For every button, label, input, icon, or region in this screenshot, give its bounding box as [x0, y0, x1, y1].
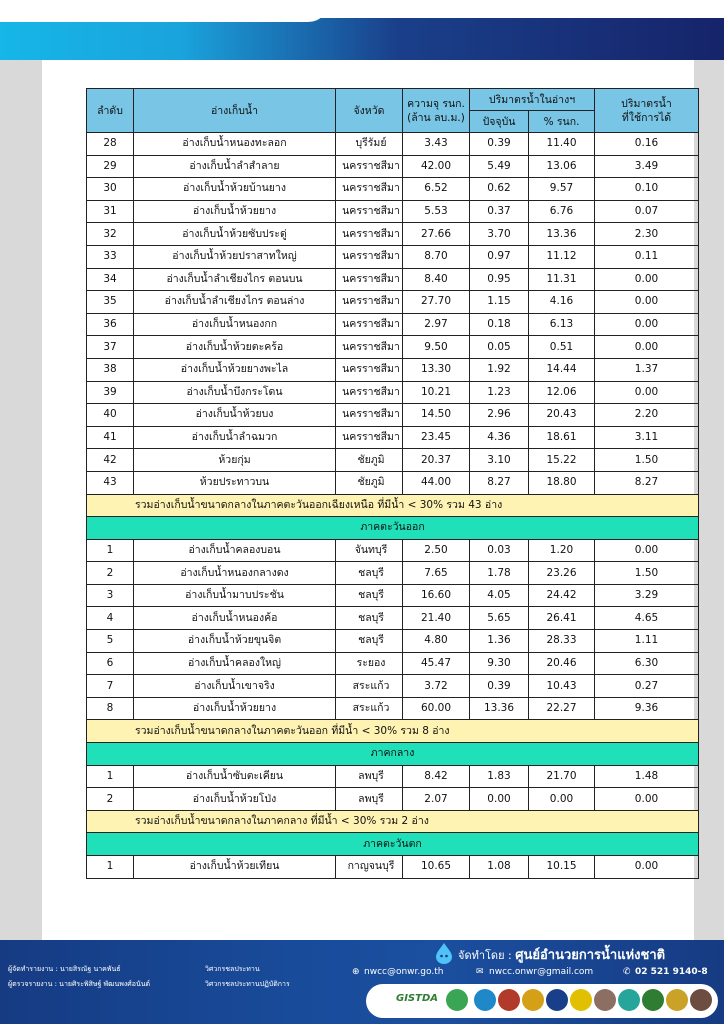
capacity-cell: 42.00 — [403, 155, 470, 178]
summary-text: รวมอ่างเก็บน้ำขนาดกลางในภาคตะวันออก ที่มีน้ำ < 30% รวม 8 อ่าง — [87, 720, 699, 743]
region-header-row — [87, 833, 699, 856]
usable-volume-cell: 1.11 — [595, 630, 699, 653]
province-cell: นครราชสีมา — [336, 223, 403, 246]
capacity-cell: 20.37 — [403, 449, 470, 472]
reservoir-name-cell: อ่างเก็บน้ำลำฉมวก — [134, 426, 336, 449]
capacity-cell: 10.21 — [403, 381, 470, 404]
table-row — [87, 200, 699, 223]
table-row — [87, 562, 699, 585]
reservoir-name-cell: อ่างเก็บน้ำลำเชียงไกร ตอนบน — [134, 268, 336, 291]
capacity-cell: 45.47 — [403, 652, 470, 675]
seq-cell: 35 — [87, 291, 134, 314]
checker-role: วิศวกรชลประทานปฏิบัติการ — [205, 980, 290, 988]
usable-line1: ปริมาตรน้ำ — [621, 97, 672, 110]
col-province-header: จังหวัด — [336, 89, 403, 133]
usable-volume-cell: 1.50 — [595, 449, 699, 472]
usable-volume-cell: 4.65 — [595, 607, 699, 630]
region-title: ภาคตะวันตก — [87, 833, 699, 856]
reservoir-name-cell: อ่างเก็บน้ำห้วยยาง — [134, 200, 336, 223]
col-storage-header: ปริมาตรน้ำในอ่างฯ — [470, 89, 595, 111]
partner-logo-10 — [666, 989, 688, 1011]
capacity-cell: 44.00 — [403, 471, 470, 494]
percent-cell: 21.70 — [529, 765, 595, 788]
province-cell: บุรีรัมย์ — [336, 133, 403, 156]
current-volume-cell: 1.92 — [470, 358, 529, 381]
usable-volume-cell: 1.48 — [595, 765, 699, 788]
capacity-cell: 23.45 — [403, 426, 470, 449]
percent-cell: 14.44 — [529, 358, 595, 381]
usable-volume-cell: 0.16 — [595, 133, 699, 156]
table-row — [87, 675, 699, 698]
reservoir-name-cell: อ่างเก็บน้ำหนองกก — [134, 313, 336, 336]
current-volume-cell: 0.95 — [470, 268, 529, 291]
percent-cell: 20.43 — [529, 404, 595, 427]
seq-cell: 33 — [87, 245, 134, 268]
percent-cell: 26.41 — [529, 607, 595, 630]
current-volume-cell: 1.78 — [470, 562, 529, 585]
percent-cell: 18.80 — [529, 471, 595, 494]
table-row — [87, 313, 699, 336]
col-usable-header — [595, 89, 699, 133]
current-volume-cell: 0.03 — [470, 539, 529, 562]
usable-volume-cell: 0.00 — [595, 788, 699, 811]
current-volume-cell: 0.39 — [470, 133, 529, 156]
seq-cell: 8 — [87, 697, 134, 720]
capacity-cell: 5.53 — [403, 200, 470, 223]
percent-cell: 11.40 — [529, 133, 595, 156]
percent-cell: 6.13 — [529, 313, 595, 336]
capacity-cell: 13.30 — [403, 358, 470, 381]
partner-logo-5 — [546, 989, 568, 1011]
province-cell: นครราชสีมา — [336, 381, 403, 404]
usable-volume-cell: 0.07 — [595, 200, 699, 223]
seq-cell: 2 — [87, 788, 134, 811]
footer-people — [8, 962, 150, 992]
partner-logo-8 — [618, 989, 640, 1011]
region-header-row — [87, 743, 699, 766]
current-volume-cell: 3.70 — [470, 223, 529, 246]
header-cut — [0, 0, 330, 22]
partner-logo-3 — [498, 989, 520, 1011]
capacity-cell: 6.52 — [403, 178, 470, 201]
current-volume-cell: 0.05 — [470, 336, 529, 359]
province-cell: นครราชสีมา — [336, 291, 403, 314]
province-cell: ลพบุรี — [336, 788, 403, 811]
left-margin — [0, 0, 42, 1024]
capacity-cell: 8.42 — [403, 765, 470, 788]
usable-volume-cell: 0.00 — [595, 291, 699, 314]
footer — [0, 940, 724, 1024]
reservoir-name-cell: อ่างเก็บน้ำหนองทะลอก — [134, 133, 336, 156]
percent-cell: 10.43 — [529, 675, 595, 698]
seq-cell: 1 — [87, 539, 134, 562]
summary-row — [87, 810, 699, 833]
current-volume-cell: 3.10 — [470, 449, 529, 472]
reservoir-name-cell: อ่างเก็บน้ำหนองกลางดง — [134, 562, 336, 585]
province-cell: นครราชสีมา — [336, 178, 403, 201]
percent-cell: 13.06 — [529, 155, 595, 178]
capacity-cell: 4.80 — [403, 630, 470, 653]
current-volume-cell: 13.36 — [470, 697, 529, 720]
table-row — [87, 449, 699, 472]
seq-cell: 2 — [87, 562, 134, 585]
percent-cell: 15.22 — [529, 449, 595, 472]
table-row — [87, 539, 699, 562]
percent-cell: 23.26 — [529, 562, 595, 585]
reservoir-name-cell: อ่างเก็บน้ำห้วยตะคร้อ — [134, 336, 336, 359]
org-name: ศูนย์อำนวยการน้ำแห่งชาติ — [515, 948, 666, 963]
seq-cell: 34 — [87, 268, 134, 291]
summary-text: รวมอ่างเก็บน้ำขนาดกลางในภาคตะวันออกเฉียงเหนือ ที่มีน้ำ < 30% รวม 43 อ่าง — [87, 494, 699, 517]
phone[interactable]: 02 521 9140-8 — [635, 967, 708, 977]
current-volume-cell: 2.96 — [470, 404, 529, 427]
table-row — [87, 856, 699, 879]
summary-row — [87, 720, 699, 743]
province-cell: นครราชสีมา — [336, 245, 403, 268]
reservoir-name-cell: อ่างเก็บน้ำห้วยปราสาทใหญ่ — [134, 245, 336, 268]
table-row — [87, 336, 699, 359]
mail-icon: ✉ — [476, 967, 484, 977]
usable-volume-cell: 1.50 — [595, 562, 699, 585]
summary-text: รวมอ่างเก็บน้ำขนาดกลางในภาคกลาง ที่มีน้ำ < 30% รวม 2 อ่าง — [87, 810, 699, 833]
capacity-cell: 60.00 — [403, 697, 470, 720]
reservoir-name-cell: อ่างเก็บน้ำห้วยบ้านยาง — [134, 178, 336, 201]
seq-cell: 4 — [87, 607, 134, 630]
reservoir-name-cell: อ่างเก็บน้ำห้วยยาง — [134, 697, 336, 720]
footer-roles — [205, 962, 290, 992]
usable-volume-cell: 0.10 — [595, 178, 699, 201]
usable-volume-cell: 0.00 — [595, 268, 699, 291]
province-cell: ชลบุรี — [336, 630, 403, 653]
reservoir-name-cell: อ่างเก็บน้ำห้วยโป่ง — [134, 788, 336, 811]
seq-cell: 6 — [87, 652, 134, 675]
usable-volume-cell: 0.00 — [595, 313, 699, 336]
current-volume-cell: 1.36 — [470, 630, 529, 653]
globe-icon: ⊕ — [352, 967, 360, 977]
reservoir-name-cell: อ่างเก็บน้ำคลองใหญ่ — [134, 652, 336, 675]
capacity-line2: (ล้าน ลบ.ม.) — [407, 111, 465, 124]
usable-volume-cell: 2.20 — [595, 404, 699, 427]
province-cell: นครราชสีมา — [336, 268, 403, 291]
table-row — [87, 607, 699, 630]
seq-cell: 39 — [87, 381, 134, 404]
province-cell: ชัยภูมิ — [336, 449, 403, 472]
percent-cell: 0.00 — [529, 788, 595, 811]
usable-volume-cell: 1.37 — [595, 358, 699, 381]
reservoir-name-cell: อ่างเก็บน้ำห้วยเทียน — [134, 856, 336, 879]
province-cell: จันทบุรี — [336, 539, 403, 562]
table-row — [87, 404, 699, 427]
reservoir-name-cell: อ่างเก็บน้ำบึงกระโดน — [134, 381, 336, 404]
percent-cell: 9.57 — [529, 178, 595, 201]
email2[interactable]: nwcc.onwr@gmail.com — [489, 967, 594, 977]
seq-cell: 7 — [87, 675, 134, 698]
current-volume-cell: 9.30 — [470, 652, 529, 675]
region-title: ภาคตะวันออก — [87, 517, 699, 540]
partner-logo-4 — [522, 989, 544, 1011]
reporter: ผู้จัดทำรายงาน : นายสิรณัฐ นาคพันธ์ — [8, 965, 121, 973]
table-row — [87, 584, 699, 607]
table-row — [87, 471, 699, 494]
reservoir-name-cell: อ่างเก็บน้ำคลองบอน — [134, 539, 336, 562]
province-cell: สระแก้ว — [336, 675, 403, 698]
water-drop-icon — [434, 942, 454, 964]
province-cell: กาญจนบุรี — [336, 856, 403, 879]
partner-logo-6 — [570, 989, 592, 1011]
partner-logo-9 — [642, 989, 664, 1011]
usable-volume-cell: 2.30 — [595, 223, 699, 246]
reservoir-name-cell: ห้วยกุ่ม — [134, 449, 336, 472]
reservoir-name-cell: อ่างเก็บน้ำเขาจริง — [134, 675, 336, 698]
capacity-cell: 2.50 — [403, 539, 470, 562]
current-volume-cell: 5.65 — [470, 607, 529, 630]
seq-cell: 29 — [87, 155, 134, 178]
percent-cell: 13.36 — [529, 223, 595, 246]
usable-volume-cell: 3.29 — [595, 584, 699, 607]
province-cell: ชัยภูมิ — [336, 471, 403, 494]
percent-cell: 6.76 — [529, 200, 595, 223]
seq-cell: 30 — [87, 178, 134, 201]
partner-logo-11 — [690, 989, 712, 1011]
current-volume-cell: 4.36 — [470, 426, 529, 449]
usable-volume-cell: 6.30 — [595, 652, 699, 675]
table-row — [87, 426, 699, 449]
province-cell: สระแก้ว — [336, 697, 403, 720]
current-volume-cell: 0.97 — [470, 245, 529, 268]
current-volume-cell: 1.08 — [470, 856, 529, 879]
summary-row — [87, 494, 699, 517]
seq-cell: 1 — [87, 765, 134, 788]
col-percent-header: % รนก. — [529, 111, 595, 133]
usable-volume-cell: 0.00 — [595, 539, 699, 562]
percent-cell: 0.51 — [529, 336, 595, 359]
province-cell: นครราชสีมา — [336, 200, 403, 223]
percent-cell: 12.06 — [529, 381, 595, 404]
province-cell: ชลบุรี — [336, 562, 403, 585]
reservoir-name-cell: อ่างเก็บน้ำซับตะเคียน — [134, 765, 336, 788]
seq-cell: 36 — [87, 313, 134, 336]
current-volume-cell: 5.49 — [470, 155, 529, 178]
seq-cell: 32 — [87, 223, 134, 246]
capacity-cell: 21.40 — [403, 607, 470, 630]
current-volume-cell: 4.05 — [470, 584, 529, 607]
usable-volume-cell: 8.27 — [595, 471, 699, 494]
email1[interactable]: nwcc@onwr.go.th — [364, 967, 444, 977]
seq-cell: 43 — [87, 471, 134, 494]
table-row — [87, 652, 699, 675]
col-seq-header: ลำดับ — [87, 89, 134, 133]
reservoir-name-cell: อ่างเก็บน้ำห้วยบง — [134, 404, 336, 427]
usable-volume-cell: 0.11 — [595, 245, 699, 268]
percent-cell: 20.46 — [529, 652, 595, 675]
province-cell: นครราชสีมา — [336, 155, 403, 178]
capacity-cell: 8.70 — [403, 245, 470, 268]
header-banner — [0, 18, 724, 60]
reservoir-name-cell: อ่างเก็บน้ำห้วยซับประดู่ — [134, 223, 336, 246]
seq-cell: 42 — [87, 449, 134, 472]
province-cell: ชลบุรี — [336, 607, 403, 630]
col-current-header: ปัจจุบัน — [470, 111, 529, 133]
current-volume-cell: 8.27 — [470, 471, 529, 494]
usable-volume-cell: 0.27 — [595, 675, 699, 698]
usable-volume-cell: 0.00 — [595, 336, 699, 359]
capacity-cell: 3.43 — [403, 133, 470, 156]
capacity-cell: 8.40 — [403, 268, 470, 291]
table-row — [87, 268, 699, 291]
partner-logo-7 — [594, 989, 616, 1011]
capacity-cell: 2.07 — [403, 788, 470, 811]
phone-icon: ✆ — [623, 967, 631, 977]
reservoir-name-cell: ห้วยประทาวบน — [134, 471, 336, 494]
table-row — [87, 697, 699, 720]
table-row — [87, 358, 699, 381]
province-cell: นครราชสีมา — [336, 313, 403, 336]
usable-volume-cell: 3.11 — [595, 426, 699, 449]
capacity-cell: 3.72 — [403, 675, 470, 698]
percent-cell: 24.42 — [529, 584, 595, 607]
current-volume-cell: 1.23 — [470, 381, 529, 404]
reporter-role: วิศวกรชลประทาน — [205, 965, 260, 973]
percent-cell: 11.31 — [529, 268, 595, 291]
capacity-cell: 27.66 — [403, 223, 470, 246]
usable-volume-cell: 3.49 — [595, 155, 699, 178]
current-volume-cell: 0.18 — [470, 313, 529, 336]
table-row — [87, 178, 699, 201]
org-prefix: จัดทำโดย : — [458, 949, 516, 962]
capacity-line1: ความจุ รนก. — [407, 97, 465, 110]
current-volume-cell: 0.39 — [470, 675, 529, 698]
current-volume-cell: 0.00 — [470, 788, 529, 811]
reservoir-name-cell: อ่างเก็บน้ำห้วยขุนจิต — [134, 630, 336, 653]
organization — [458, 944, 665, 965]
seq-cell: 40 — [87, 404, 134, 427]
seq-cell: 41 — [87, 426, 134, 449]
capacity-cell: 16.60 — [403, 584, 470, 607]
usable-line2: ที่ใช้การได้ — [621, 111, 672, 124]
province-cell: ลพบุรี — [336, 765, 403, 788]
seq-cell: 3 — [87, 584, 134, 607]
partner-logos — [366, 984, 718, 1018]
percent-cell: 22.27 — [529, 697, 595, 720]
current-volume-cell: 0.37 — [470, 200, 529, 223]
region-title: ภาคกลาง — [87, 743, 699, 766]
capacity-cell: 14.50 — [403, 404, 470, 427]
capacity-cell: 7.65 — [403, 562, 470, 585]
capacity-cell: 9.50 — [403, 336, 470, 359]
province-cell: ชลบุรี — [336, 584, 403, 607]
current-volume-cell: 1.15 — [470, 291, 529, 314]
province-cell: ระยอง — [336, 652, 403, 675]
province-cell: นครราชสีมา — [336, 336, 403, 359]
reservoir-name-cell: อ่างเก็บน้ำลำสำลาย — [134, 155, 336, 178]
table-row — [87, 788, 699, 811]
partner-logo-2 — [474, 989, 496, 1011]
usable-volume-cell: 0.00 — [595, 381, 699, 404]
table-row — [87, 630, 699, 653]
table-row — [87, 765, 699, 788]
table-row — [87, 381, 699, 404]
reservoir-name-cell: อ่างเก็บน้ำมาบประชัน — [134, 584, 336, 607]
table-row — [87, 245, 699, 268]
percent-cell: 28.33 — [529, 630, 595, 653]
usable-volume-cell: 9.36 — [595, 697, 699, 720]
province-cell: นครราชสีมา — [336, 426, 403, 449]
checker: ผู้ตรวจรายงาน : นายศิระพิสิษฐ์ พัฒนพงศ์อนันต์ — [8, 980, 151, 988]
current-volume-cell: 0.62 — [470, 178, 529, 201]
table-row — [87, 291, 699, 314]
capacity-cell: 2.97 — [403, 313, 470, 336]
table-row — [87, 223, 699, 246]
seq-cell: 37 — [87, 336, 134, 359]
province-cell: นครราชสีมา — [336, 358, 403, 381]
partner-logo-1 — [446, 989, 468, 1011]
capacity-cell: 10.65 — [403, 856, 470, 879]
seq-cell: 5 — [87, 630, 134, 653]
reservoir-name-cell: อ่างเก็บน้ำลำเชียงไกร ตอนล่าง — [134, 291, 336, 314]
seq-cell: 31 — [87, 200, 134, 223]
percent-cell: 11.12 — [529, 245, 595, 268]
col-capacity-header — [403, 89, 470, 133]
table-row — [87, 155, 699, 178]
table-row — [87, 133, 699, 156]
seq-cell: 38 — [87, 358, 134, 381]
gistda-logo: GISTDA — [396, 993, 438, 1004]
region-header-row — [87, 517, 699, 540]
capacity-cell: 27.70 — [403, 291, 470, 314]
reservoir-name-cell: อ่างเก็บน้ำห้วยยางพะไล — [134, 358, 336, 381]
seq-cell: 1 — [87, 856, 134, 879]
percent-cell: 18.61 — [529, 426, 595, 449]
reservoir-name-cell: อ่างเก็บน้ำหนองค้อ — [134, 607, 336, 630]
reservoir-table — [86, 88, 699, 879]
usable-volume-cell: 0.00 — [595, 856, 699, 879]
percent-cell: 1.20 — [529, 539, 595, 562]
seq-cell: 28 — [87, 133, 134, 156]
percent-cell: 4.16 — [529, 291, 595, 314]
percent-cell: 10.15 — [529, 856, 595, 879]
current-volume-cell: 1.83 — [470, 765, 529, 788]
col-reservoir-header: อ่างเก็บน้ำ — [134, 89, 336, 133]
province-cell: นครราชสีมา — [336, 404, 403, 427]
